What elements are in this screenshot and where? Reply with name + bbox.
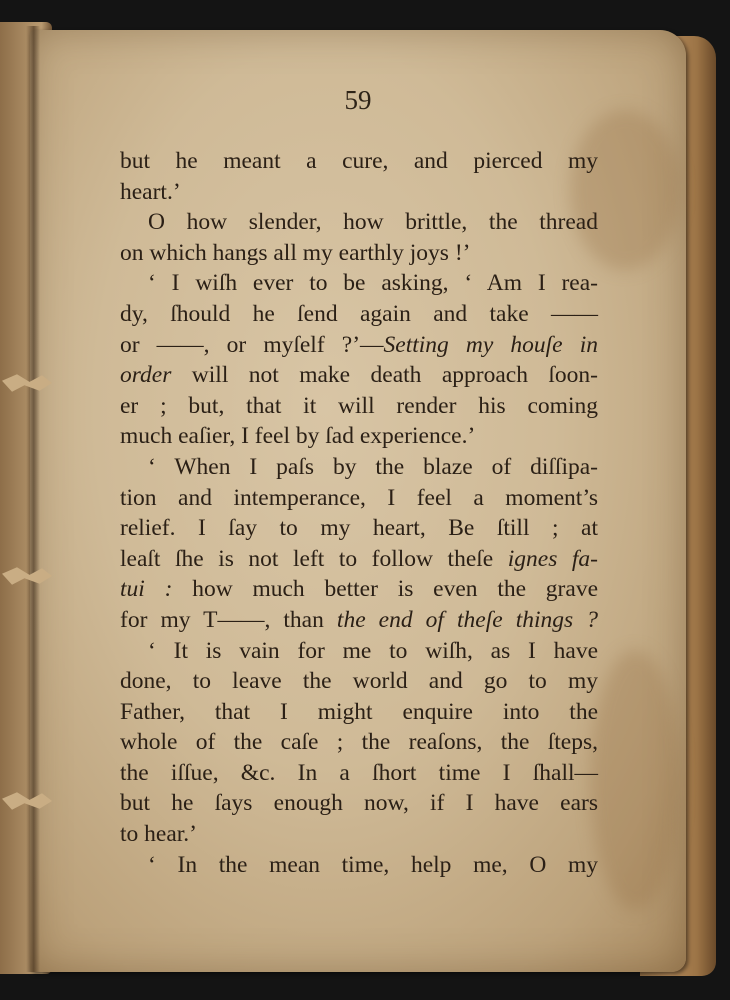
italic-run: tui : <box>120 576 173 603</box>
text-run: leaſt ſhe is not left to follow theſe <box>120 545 508 572</box>
text-run: for my T——, than <box>120 606 337 633</box>
text-line: but he ſays enough now, if I have ears <box>120 790 598 817</box>
text-line <box>120 605 598 636</box>
text-line <box>120 574 598 605</box>
text-line: dy, ſhould he ſend again and take —— <box>120 300 598 327</box>
text-line: ‘ When I paſs by the blaze of diſſipa- <box>148 453 598 480</box>
text-line <box>120 330 598 361</box>
text-line: relief. I ſay to my heart, Be ſtill ; at <box>120 515 598 542</box>
italic-run: order <box>120 362 172 389</box>
text-line: heart.’ <box>120 178 181 205</box>
page-gutter <box>26 26 40 972</box>
italic-run: the end of theſe things ? <box>336 606 598 633</box>
body-text <box>120 146 598 880</box>
text-line: done, to leave the world and go to my <box>120 668 598 695</box>
text-line: er ; but, that it will render his coming <box>120 392 598 419</box>
text-line: to hear.’ <box>120 821 197 848</box>
text-line: O how slender, how brittle, the thread <box>148 209 598 236</box>
text-line: but he meant a cure, and pierced my <box>120 148 598 174</box>
text-line: much eaſier, I feel by ſad experience.’ <box>120 423 476 450</box>
text-line <box>120 360 598 391</box>
text-line <box>120 544 598 575</box>
italic-run: Setting my houſe in <box>383 331 598 358</box>
italic-run: ignes fa- <box>507 545 598 572</box>
text-line: ‘ I wiſh ever to be asking, ‘ Am I rea- <box>148 270 598 297</box>
page-stain <box>590 650 680 910</box>
text-line: Father, that I might enquire into the <box>120 698 598 725</box>
text-run: how much better is even the grave <box>172 576 598 603</box>
text-line: the iſſue, &c. In a ſhort time I ſhall— <box>120 759 598 786</box>
text-line: on which hangs all my earthly joys !’ <box>120 239 471 266</box>
text-line: ‘ It is vain for me to wiſh, as I have <box>148 637 598 664</box>
text-line: whole of the caſe ; the reaſons, the ſteps, <box>120 729 598 756</box>
text-line: tion and intemperance, I feel a moment’s <box>120 484 598 511</box>
text-run: will not make death approach ſoon- <box>171 362 598 389</box>
text-run: or ——, or myſelf ?’— <box>120 331 384 358</box>
text-line: ‘ In the mean time, help me, O my <box>148 851 598 878</box>
page-number: 59 <box>344 85 372 115</box>
